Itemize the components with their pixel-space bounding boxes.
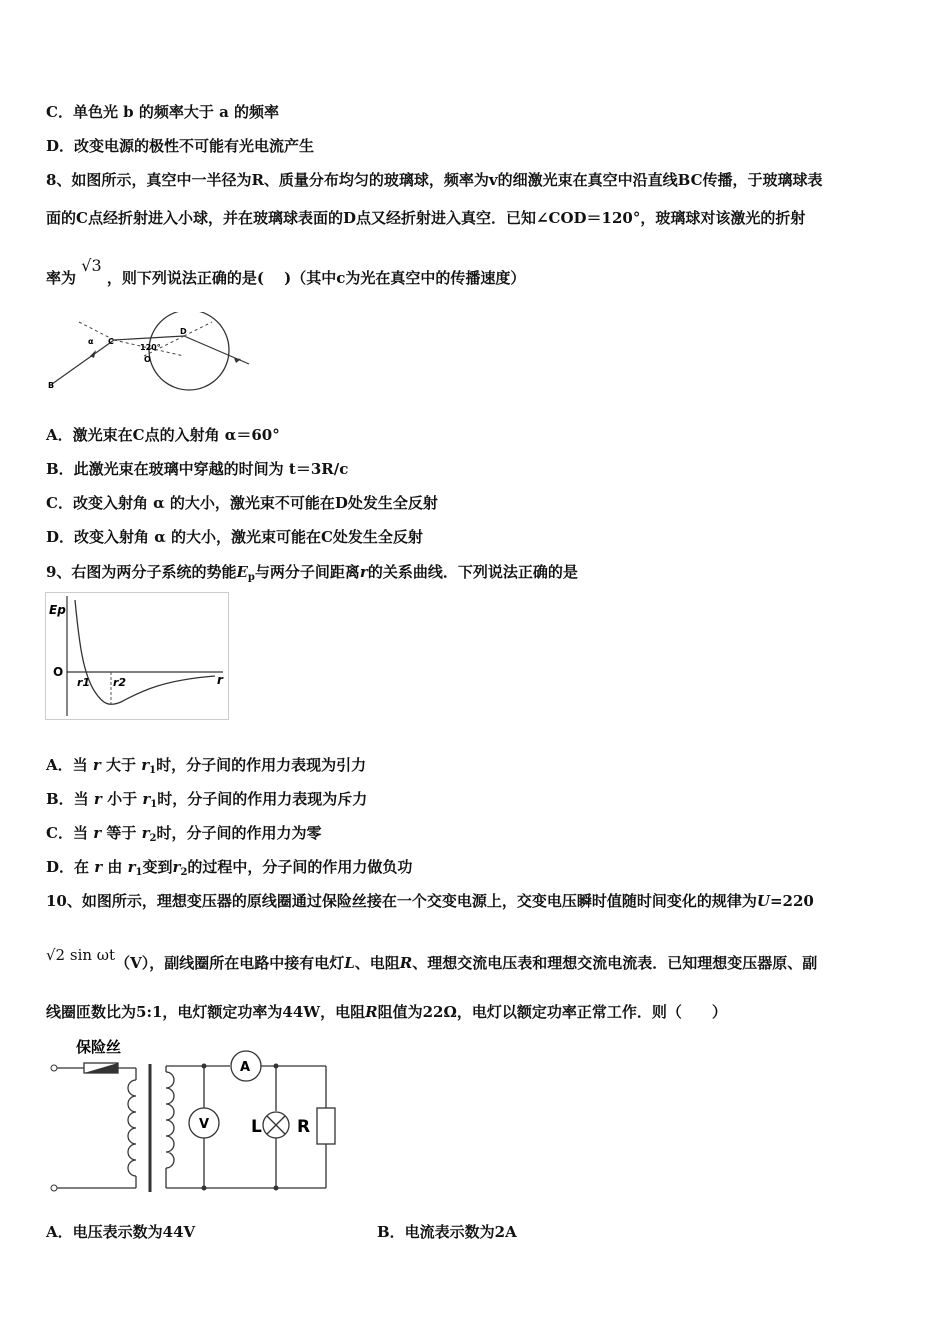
- q8-option-a: A．激光束在C点的入射角 α＝60°: [46, 426, 280, 444]
- q8-sqrt3: √3: [81, 256, 102, 275]
- voltmeter-label: V: [199, 1117, 210, 1132]
- label-alpha: α: [88, 337, 94, 346]
- refracted-ray: [114, 336, 184, 340]
- primary-coil: [128, 1080, 136, 1176]
- terminal-bottom: [51, 1185, 57, 1191]
- q10-option-b: B．电流表示数为2A: [377, 1223, 517, 1241]
- q7-option-d: D．改变电源的极性不可能有光电流产生: [46, 137, 315, 155]
- fuse-label: 保险丝: [76, 1038, 122, 1056]
- q9-option-c: C．当 r 等于 $r_2$时，分子间的作用力为零: [46, 824, 322, 844]
- lamp-label: L: [251, 1117, 262, 1137]
- secondary-coil: [166, 1072, 174, 1168]
- graph-xlabel: r: [217, 673, 223, 687]
- q9-option-a: A．当 r 大于 $r_1$时，分子间的作用力表现为引力: [46, 756, 367, 776]
- q9-option-d: D．在 r 由 $r_1$变到$r_2$的过程中，分子间的作用力做负功: [46, 858, 413, 878]
- resistor-label: R: [297, 1117, 311, 1137]
- transformer-circuit: [44, 1032, 344, 1200]
- q8-stem-question: ，则下列说法正确的是( )（其中c为光在真空中的传播速度）: [106, 269, 526, 287]
- label-o: O: [144, 355, 151, 364]
- terminal-top: [51, 1065, 57, 1071]
- q9-stem: [46, 562, 578, 588]
- graph-r1: r1: [77, 676, 91, 689]
- label-d: D: [180, 327, 187, 336]
- q10-stem-line2: √2 sin ωt（V），副线圈所在电路中接有电灯L、电阻R、理想交流电压表和理想交流电流表．已知理想变压器原、副: [46, 946, 818, 972]
- q8-option-c: C．改变入射角 α 的大小，激光束不可能在D处发生全反射: [46, 494, 438, 512]
- q8-stem-line1: 8、如图所示，真空中一半径为R、质量分布均匀的玻璃球，频率为v的细激光束在真空中沿直线BC传播，于玻璃球表: [46, 171, 823, 189]
- q9-r-symbol: r: [359, 563, 368, 581]
- q10-stem-line1: 10、如图所示，理想变压器的原线圈通过保险丝接在一个交变电源上，交变电压瞬时值随时间变化的规律为U=220: [46, 892, 814, 910]
- graph-r2: r2: [113, 676, 127, 689]
- ep-curve: [75, 600, 215, 704]
- graph-border: [46, 593, 229, 720]
- resistor-icon: [317, 1108, 335, 1144]
- label-angle: 120°: [140, 343, 161, 352]
- q8-stem-line2: 面的C点经折射进入小球，并在玻璃球表面的D点又经折射进入真空．已知∠COD＝120°，玻璃球对该激光的折射: [46, 209, 806, 227]
- q9-ep-symbol: E: [236, 563, 248, 581]
- normal-d-dashed: [184, 322, 212, 336]
- q7-option-c: C．单色光 b 的频率大于 a 的频率: [46, 103, 280, 121]
- graph-ylabel: Ep: [49, 603, 66, 617]
- q9-stem-part3: 的关系曲线．下列说法正确的是: [367, 563, 578, 581]
- graph-origin: O: [53, 665, 64, 679]
- q10-formula: √2 sin ωt: [46, 946, 116, 964]
- label-c: C: [108, 337, 114, 346]
- q8-stem-rate-text: 率为: [46, 269, 77, 287]
- q9-option-b: B．当 r 小于 $r_1$时，分子间的作用力表现为斥力: [46, 790, 368, 810]
- q8-stem-line3: [46, 256, 526, 288]
- q8-option-b: B．此激光束在玻璃中穿越的时间为 t＝3R/c: [46, 460, 349, 478]
- incident-ray: [52, 340, 114, 384]
- glass-sphere-figure: [44, 312, 254, 392]
- potential-energy-graph: [45, 592, 229, 720]
- q9-stem-part1: 9、右图为两分子系统的势能: [46, 563, 237, 581]
- ammeter-label: A: [240, 1060, 251, 1075]
- q9-ep-subscript: p: [247, 572, 255, 583]
- q8-option-d: D．改变入射角 α 的大小，激光束可能在C处发生全反射: [46, 528, 423, 546]
- q9-stem-part2: 与两分子间距离: [254, 563, 360, 581]
- q10-option-a: A．电压表示数为44V: [46, 1223, 196, 1241]
- q10-stem-line3: 线圈匝数比为5:1，电灯额定功率为44W，电阻R阻值为22Ω，电灯以额定功率正常工作．则（ ）: [46, 1003, 727, 1021]
- label-b: B: [48, 381, 55, 390]
